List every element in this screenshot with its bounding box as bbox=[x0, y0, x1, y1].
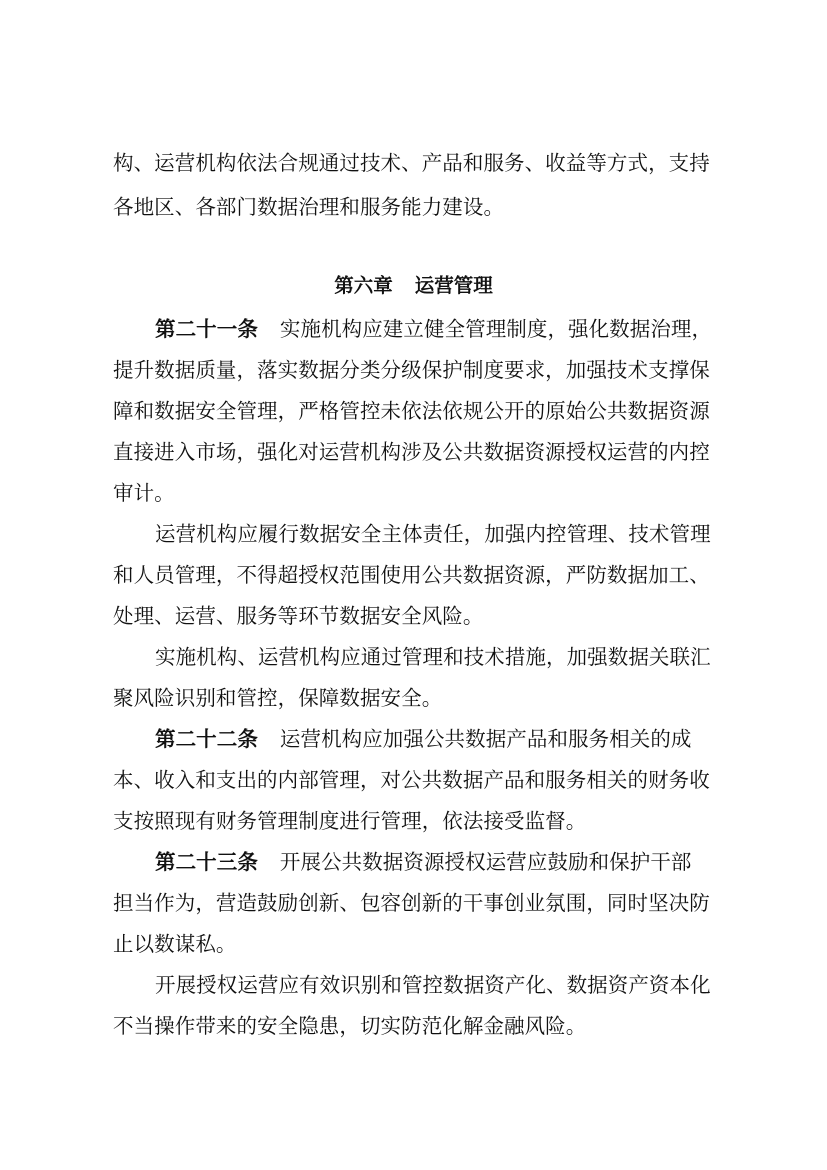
article-21-line-4: 直接进入市场，强化对运营机构涉及公共数据资源授权运营的内控 bbox=[113, 440, 710, 464]
chapter-title: 运营管理 bbox=[414, 274, 493, 297]
article-21-line-3: 障和数据安全管理，严格管控未依法依规公开的原始公共数据资源 bbox=[113, 399, 710, 423]
article-21-line-2: 提升数据质量，落实数据分类分级保护制度要求，加强技术支撑保 bbox=[113, 358, 710, 382]
article-21-line-1: 实施机构应建立健全管理制度，强化数据治理， bbox=[279, 317, 713, 341]
article-21-para3-line-2: 聚风险识别和管控，保障数据安全。 bbox=[113, 686, 443, 710]
article-22-line-2: 本、收入和支出的内部管理，对公共数据产品和服务相关的财务收 bbox=[113, 768, 710, 792]
intro-line-1: 构、运营机构依法合规通过技术、产品和服务、收益等方式，支持 bbox=[113, 151, 710, 175]
article-23-number: 第二十三条 bbox=[155, 850, 258, 874]
chapter-label: 第六章 bbox=[334, 274, 393, 297]
article-21-first-line bbox=[155, 316, 718, 342]
article-21-para2-line-2: 和人员管理，不得超授权范围使用公共数据资源，严防数据加工、 bbox=[113, 563, 710, 587]
article-23-line-3: 止以数谋私。 bbox=[113, 932, 237, 956]
article-23-para2-line-2: 不当操作带来的安全隐患，切实防范化解金融风险。 bbox=[113, 1014, 587, 1038]
article-21-para3-line-1: 实施机构、运营机构应通过管理和技术措施，加强数据关联汇 bbox=[155, 645, 711, 669]
article-23-line-2: 担当作为，营造鼓励创新、包容创新的干事创业氛围，同时坚决防 bbox=[113, 891, 710, 915]
chapter-heading bbox=[0, 273, 827, 299]
article-23-para2-line-1: 开展授权运营应有效识别和管控数据资产化、数据资产资本化 bbox=[155, 973, 711, 997]
article-21-line-5: 审计。 bbox=[113, 481, 175, 505]
article-23-first-line bbox=[155, 849, 718, 875]
article-22-line-3: 支按照现有财务管理制度进行管理，依法接受监督。 bbox=[113, 809, 587, 833]
intro-line-2: 各地区、各部门数据治理和服务能力建设。 bbox=[113, 195, 505, 219]
article-21-number: 第二十一条 bbox=[155, 317, 258, 341]
article-22-first-line bbox=[155, 726, 718, 752]
article-22-line-1: 运营机构应加强公共数据产品和服务相关的成 bbox=[279, 727, 692, 751]
article-21-para2-line-1: 运营机构应履行数据安全主体责任，加强内控管理、技术管理 bbox=[155, 522, 711, 546]
article-23-line-1: 开展公共数据资源授权运营应鼓励和保护干部 bbox=[279, 850, 692, 874]
article-22-number: 第二十二条 bbox=[155, 727, 258, 751]
article-21-para2-line-3: 处理、运营、服务等环节数据安全风险。 bbox=[113, 604, 484, 628]
